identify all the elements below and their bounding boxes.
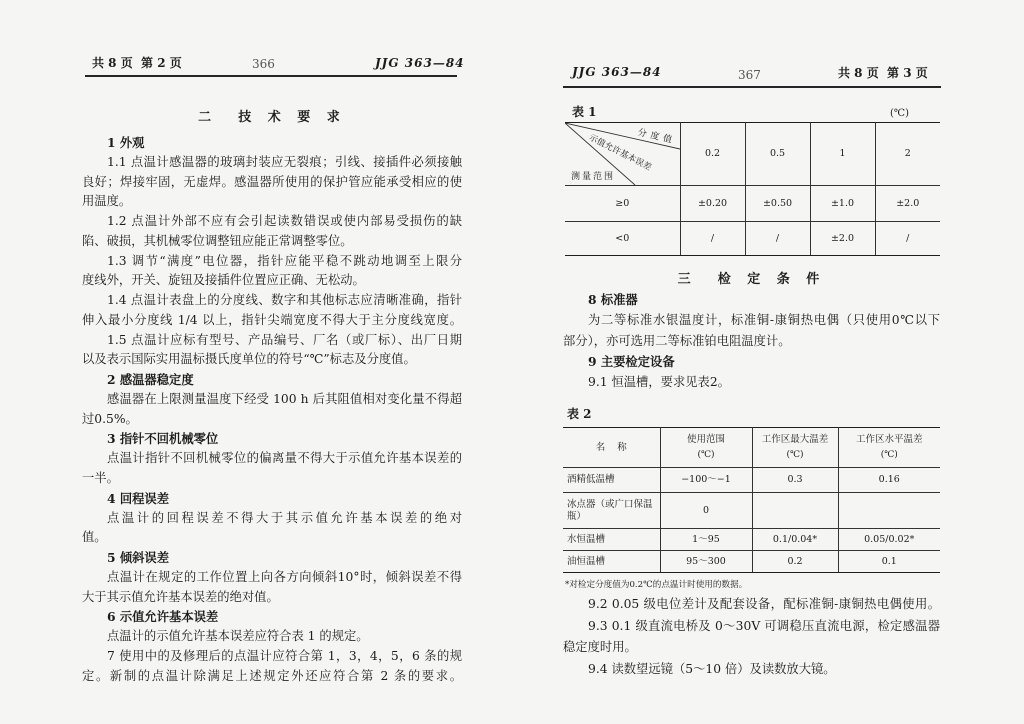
text-line: 良好；焊接牢固，无虚焊。感温器所使用的保护管应能承受相应的使 [82,174,462,189]
body-text [563,290,940,393]
table-1-corner-cell [565,123,680,186]
table-1-column-header: 1 [810,123,875,186]
body-text [82,133,462,686]
text-line: 点温计的示值允许基本误差应符合表 1 的规定。 [107,629,369,644]
table-1-column-header: 0.5 [745,123,810,186]
clause-heading: 2 感温器稳定度 [107,372,194,388]
value-cell: 0.2 [752,551,838,573]
value-cell [838,493,940,529]
table-2-footnote: *对检定分度值为0.2℃的点温计时使用的数据。 [565,580,748,590]
value-cell: ±1.0 [810,186,875,222]
text-line: 9.1 恒温槽，要求见表2。 [588,375,730,390]
table-1-unit: (℃) [890,108,909,119]
table-row [563,529,940,551]
section-title: 三 检 定 条 件 [677,272,826,287]
range-cell: <0 [565,222,680,256]
text-line: 9.3 0.1 级直流电桥及 0～30V 可调稳压直流电源，检定感温器 [588,618,940,633]
section-title: 二 技 术 要 求 [198,110,346,125]
value-cell: 95～300 [660,551,752,573]
text-line: 度线外，开关、旋钮及接插件位置应正确、无松动。 [82,273,365,288]
header-unit: (℃) [786,450,804,460]
table-1-caption: 表 1 [572,105,597,119]
text-line: 过0.5%。 [82,411,138,426]
text-line: 9.2 0.05 级电位差计及配套设备，配标准铜-康铜热电偶使用。 [588,597,940,611]
table-row [565,222,940,256]
text-line: 为二等标准水银温度计，标准铜-康铜热电偶（只使用0℃以下 [588,313,940,328]
text-line: 值。 [82,530,107,545]
text-line: 稳定度时用。 [563,640,637,655]
clause-heading: 1 外观 [107,135,145,150]
page-count-label: 共 8 页 第 2 页 [92,56,182,70]
table-1-column-header: 2 [875,123,940,186]
table-1-header-row [565,123,940,186]
value-cell: ±0.50 [745,186,810,222]
table-row [563,551,940,573]
value-cell: ±0.20 [680,186,745,222]
table-2-column-header [563,428,660,468]
cell-axis-label: 示值允许基本误差 [587,132,653,174]
table-2-column-header [838,428,940,468]
clause-heading: 6 示值允许基本误差 [107,609,219,625]
page-number: 366 [252,57,275,71]
bath-name-cell: 冰点器（或广口保温瓶） [563,493,660,529]
value-cell: 0.16 [838,468,940,493]
text-line: 点温计的回程误差不得大于其示值允许基本误差的绝对 [107,510,462,525]
text-line: 以及表示国际实用温标摄氏度单位的符号“℃”标志及分度值。 [82,352,416,367]
page-count-label: 共 8 页 第 3 页 [838,66,928,80]
clause-heading: 4 回程误差 [107,490,170,506]
standard-code: JJG 363—84 [375,56,465,70]
header-unit: (℃) [880,450,898,460]
text-line: 7 使用中的及修理后的点温计应符合第 1，3，4，5，6 条的规 [107,648,462,663]
text-line: 1.2 点温计外部不应有会引起读数错误或使内部易受损伤的缺 [107,214,462,229]
text-line: 1.1 点温计感温器的玻璃封装应无裂痕；引线、接插件必须接触 [107,154,462,169]
bath-name-cell: 水恒温槽 [563,529,660,551]
table-2-column-header [752,428,838,468]
value-cell: ±2.0 [875,186,940,222]
body-text [563,594,940,680]
text-line: 1.3 调节“满度”电位器，指针应能平稳不跳动地调至上限分 [107,253,462,268]
value-cell: 0.3 [752,468,838,493]
table-2 [563,427,940,573]
text-line: 9.4 读数望远镜（5～10 倍）及读数放大镜。 [588,661,836,676]
text-line: 用温度。 [82,194,132,209]
clause-heading: 3 指针不回机械零位 [107,431,219,447]
header-name: 使用范围 [686,434,725,445]
header-rule [85,75,457,77]
value-cell: ±2.0 [810,222,875,256]
value-cell: 0.05/0.02* [838,529,940,551]
clause-heading: 8 标准器 [588,291,638,307]
table-row [565,186,940,222]
row-axis-label: 测量范围 [571,172,616,182]
text-line: 伸入最小分度线 1/4 以上，指针尖端宽度不得大于主分度线宽度。 [82,312,462,327]
text-line: 感温器在上限测量温度下经受 100 h 后其阻值相对变化量不得超 [107,391,462,406]
text-line: 点温计指针不回机械零位的偏离量不得大于示值允许基本误差的 [107,451,462,466]
header-rule [563,86,941,88]
header-name: 工作区水平温差 [855,434,923,445]
value-cell: 1～95 [660,529,752,551]
value-cell: 0.1/0.04* [752,529,838,551]
clause-heading: 9 主要检定设备 [588,353,675,369]
table-2-caption: 表 2 [567,407,592,421]
table-2-column-header [660,428,752,468]
value-cell: −100～−1 [660,468,752,493]
header-name: 工作区最大温差 [761,434,829,445]
table-2-header-row [563,428,940,468]
text-line: 大于其示值允许基本误差的绝对值。 [82,589,279,604]
text-line: 点温计在规定的工作位置上向各方向倾斜10°时，倾斜误差不得 [107,569,462,584]
table-row [563,493,940,529]
value-cell: / [680,222,745,256]
bath-name-cell: 酒精低温槽 [563,468,660,493]
bath-name-cell: 油恒温槽 [563,551,660,573]
value-cell: / [875,222,940,256]
text-line: 1.4 点温计表盘上的分度线、数字和其他标志应清晰准确，指针 [107,293,462,308]
diagonal-header [565,123,680,185]
text-line: 1.5 点温计应标有型号、产品编号、厂名（或厂标）、出厂日期 [107,332,462,347]
text-line: 陷、破损，其机械零位调整钮应能正常调整零位。 [82,233,353,248]
table-1-column-header: 0.2 [680,123,745,186]
text-line: 定。新制的点温计除满足上述规定外还应符合第 2 条的要求。 [82,668,462,683]
range-cell: ≥0 [565,186,680,222]
header-name: 名 称 [595,441,627,453]
text-line: 部分），亦可选用二等标准铂电阻温度计。 [563,333,791,348]
standard-code: JJG 363—84 [572,65,662,79]
clause-heading: 5 倾斜误差 [107,550,170,566]
text-line: 一半。 [82,471,119,486]
table-row [563,468,940,493]
table-1 [565,122,940,256]
value-cell: 0 [660,493,752,529]
page-number: 367 [738,68,761,82]
header-unit: (℃) [697,450,715,460]
column-axis-label: 分度值 [636,127,677,147]
value-cell: 0.1 [838,551,940,573]
value-cell: / [745,222,810,256]
value-cell [752,493,838,529]
